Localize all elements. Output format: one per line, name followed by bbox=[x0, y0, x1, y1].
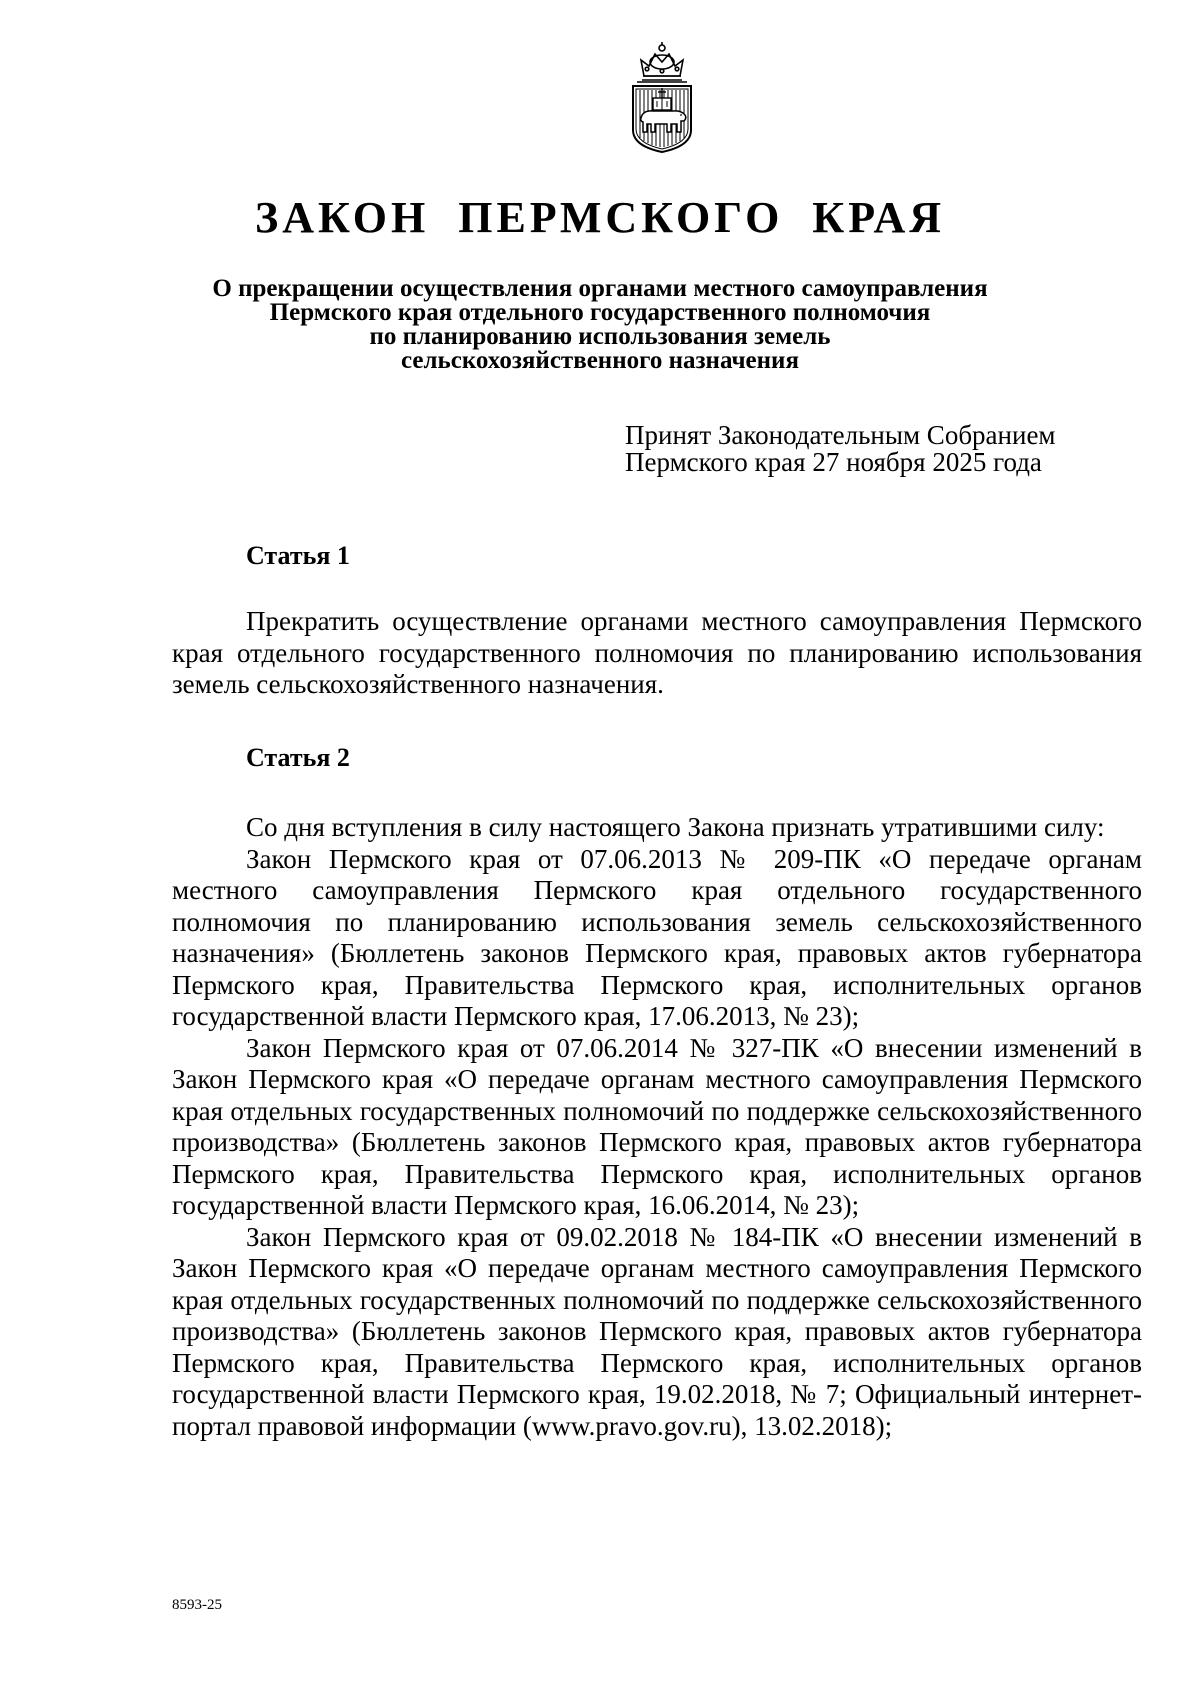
adoption-line: Принят Законодательным Собранием bbox=[625, 420, 1056, 450]
article-1-body bbox=[172, 606, 1142, 701]
law-title: ЗАКОН ПЕРМСКОГО КРАЯ bbox=[254, 193, 946, 242]
adoption-line: Пермского края 27 ноября 2025 года bbox=[625, 447, 1042, 477]
article-2-heading: Статья 2 bbox=[246, 743, 350, 772]
article-2-paragraph: Со дня вступления в силу настоящего Закона признать утратившими силу: bbox=[246, 812, 1105, 842]
article-2-paragraph: Закон Пермского края от 09.02.2018 № 184-ПК «О внесении изменений в Закон Пермского края «О передаче органам местного самоуправления Пермского края отдельных государственных полномочий по поддержке сельскохозяйственного производства» (Бюллетень законов Пермского края, правовых актов губернатора Пермского края, Правительства Пермского края, исполнительных органов государственной власти Пермского края, 19.02.2018, № 7; Официальный интернет-портал правовой информации (www.pravo.gov.ru), 13.02.2018); bbox=[172, 1221, 1142, 1441]
adoption-note bbox=[625, 422, 1056, 476]
document-code: 8593-25 bbox=[172, 1597, 222, 1613]
subtitle-line: О прекращении осуществления органами местного самоуправления bbox=[212, 275, 988, 302]
article-1-paragraph: Прекратить осуществление органами местного самоуправления Пермского края отдельного государственного полномочия по планированию использования земель сельскохозяйственного назначения. bbox=[172, 606, 1142, 699]
article-2-body bbox=[172, 812, 1142, 1442]
article-1-heading: Статья 1 bbox=[246, 541, 350, 570]
law-subtitle bbox=[150, 277, 1050, 373]
subtitle-line: по планированию использования земель bbox=[369, 323, 831, 350]
article-2-paragraph: Закон Пермского края от 07.06.2013 № 209-ПК «О передаче органам местного самоуправления Пермского края отдельного государственного полномочия по планированию использования земель сельскохозяйственного назначения» (Бюллетень законов Пермского края, правовых актов губернатора Пермского края, Правительства Пермского края, исполнительных органов государственной власти Пермского края, 17.06.2013, № 23); bbox=[172, 843, 1142, 1031]
subtitle-line: Пермского края отдельного государственного полномочия bbox=[269, 299, 931, 326]
perm-krai-coat-of-arms-icon bbox=[627, 42, 697, 154]
subtitle-line: сельскохозяйственного назначения bbox=[401, 347, 799, 374]
article-2-paragraph: Закон Пермского края от 07.06.2014 № 327-ПК «О внесении изменений в Закон Пермского края «О передаче органам местного самоуправления Пермского края отдельных государственных полномочий по поддержке сельскохозяйственного производства» (Бюллетень законов Пермского края, правовых актов губернатора Пермского края, Правительства Пермского края, исполнительных органов государственной власти Пермского края, 16.06.2014, № 23); bbox=[172, 1032, 1142, 1220]
